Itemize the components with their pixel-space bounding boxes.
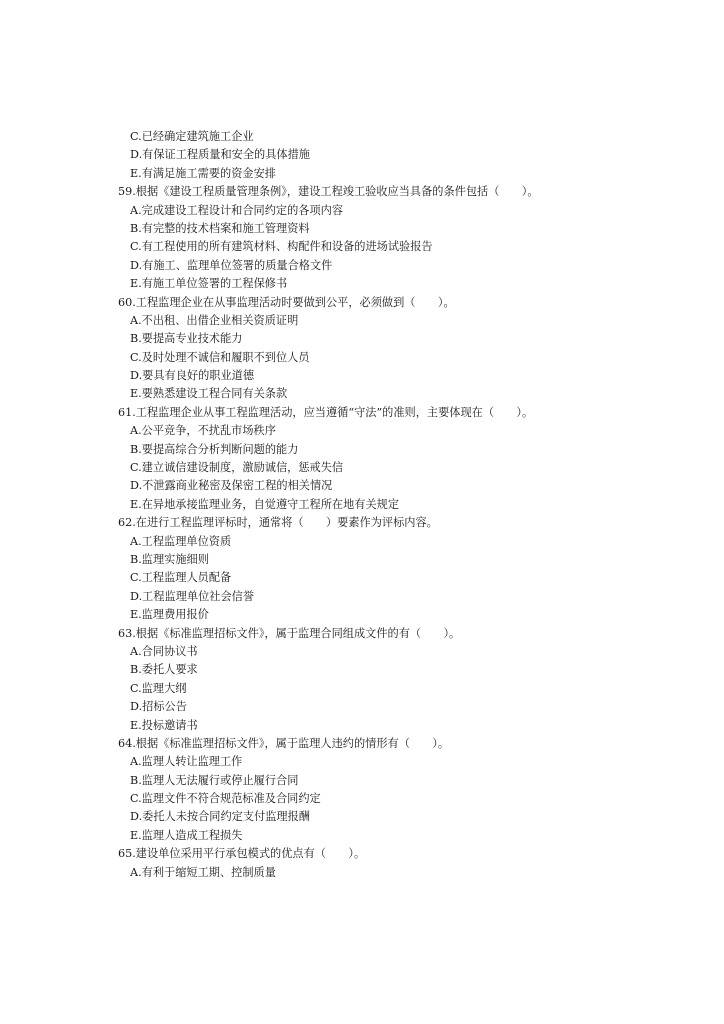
answer-option: E.投标邀请书 [130, 718, 198, 732]
answer-option: A.不出租、出借企业相关资质证明 [130, 313, 299, 327]
answer-option: C.工程监理人员配备 [130, 571, 232, 585]
answer-option: B.监理实施细则 [130, 552, 209, 566]
answer-option: C.建立诚信建设制度，激励诚信，惩戒失信 [130, 461, 344, 475]
answer-option: C.监理大纲 [130, 681, 187, 695]
answer-option: D.有保证工程质量和安全的具体措施 [130, 148, 310, 162]
answer-option: D.有施工、监理单位签署的质量合格文件 [130, 258, 333, 272]
answer-option: C.有工程使用的所有建筑材料、构配件和设备的进场试验报告 [130, 240, 433, 254]
answer-option: C.已经确定建筑施工企业 [130, 130, 254, 143]
answer-option: B.要提高专业技术能力 [130, 332, 243, 346]
answer-option: A.工程监理单位资质 [130, 534, 232, 548]
answer-option: D.工程监理单位社会信誉 [130, 589, 255, 603]
answer-option: E.监理人造成工程损失 [130, 828, 243, 842]
answer-option: B.委托人要求 [130, 663, 198, 677]
question-stem: 62.在进行工程监理评标时，通常将（ ）要素作为评标内容。 [118, 516, 438, 530]
question-stem: 61.工程监理企业从事工程监理活动，应当遵循“守法”的准则，主要体现在（ ）。 [118, 405, 534, 419]
answer-option: A.完成建设工程设计和合同约定的各项内容 [130, 203, 344, 217]
answer-option: B.要提高综合分析判断问题的能力 [130, 442, 299, 456]
answer-option: A.公平竞争，不扰乱市场秩序 [130, 424, 276, 438]
answer-option: E.有施工单位签署的工程保修书 [130, 277, 288, 291]
answer-option: D.委托人未按合同约定支付监理报酬 [130, 810, 310, 824]
question-list [118, 128, 678, 882]
question-stem: 64.根据《标准监理招标文件》，属于监理人违约的情形有（ ）。 [118, 736, 450, 750]
answer-option: D.招标公告 [130, 700, 187, 714]
answer-option: B.监理人无法履行或停止履行合同 [130, 773, 299, 787]
answer-option: E.有满足施工需要的资金安排 [130, 166, 276, 180]
question-stem: 60.工程监理企业在从事监理活动时要做到公平，必须做到（ ）。 [118, 295, 455, 309]
answer-option: A.监理人转让监理工作 [130, 755, 243, 769]
question-stem: 59.根据《建设工程质量管理条例》，建设工程竣工验收应当具备的条件包括（ ）。 [118, 185, 539, 199]
answer-option: D.要具有良好的职业道德 [130, 369, 255, 383]
answer-option: D.不泄露商业秘密及保密工程的相关情况 [130, 479, 333, 493]
answer-option: A.合同协议书 [130, 644, 198, 658]
question-stem: 63.根据《标准监理招标文件》，属于监理合同组成文件的有（ ）。 [118, 626, 461, 640]
answer-option: E.要熟悉建设工程合同有关条款 [130, 387, 288, 401]
answer-option: E.监理费用报价 [130, 608, 209, 622]
question-stem: 65.建设单位采用平行承包模式的优点有（ ）。 [118, 847, 366, 861]
answer-option: B.有完整的技术档案和施工管理资料 [130, 221, 310, 235]
answer-option: A.有利于缩短工期、控制质量 [130, 865, 276, 879]
answer-option: E.在异地承接监理业务，自觉遵守工程所在地有关规定 [130, 497, 400, 511]
answer-option: C.监理文件不符合规范标准及合同约定 [130, 792, 321, 806]
answer-option: C.及时处理不诚信和履职不到位人员 [130, 350, 310, 364]
